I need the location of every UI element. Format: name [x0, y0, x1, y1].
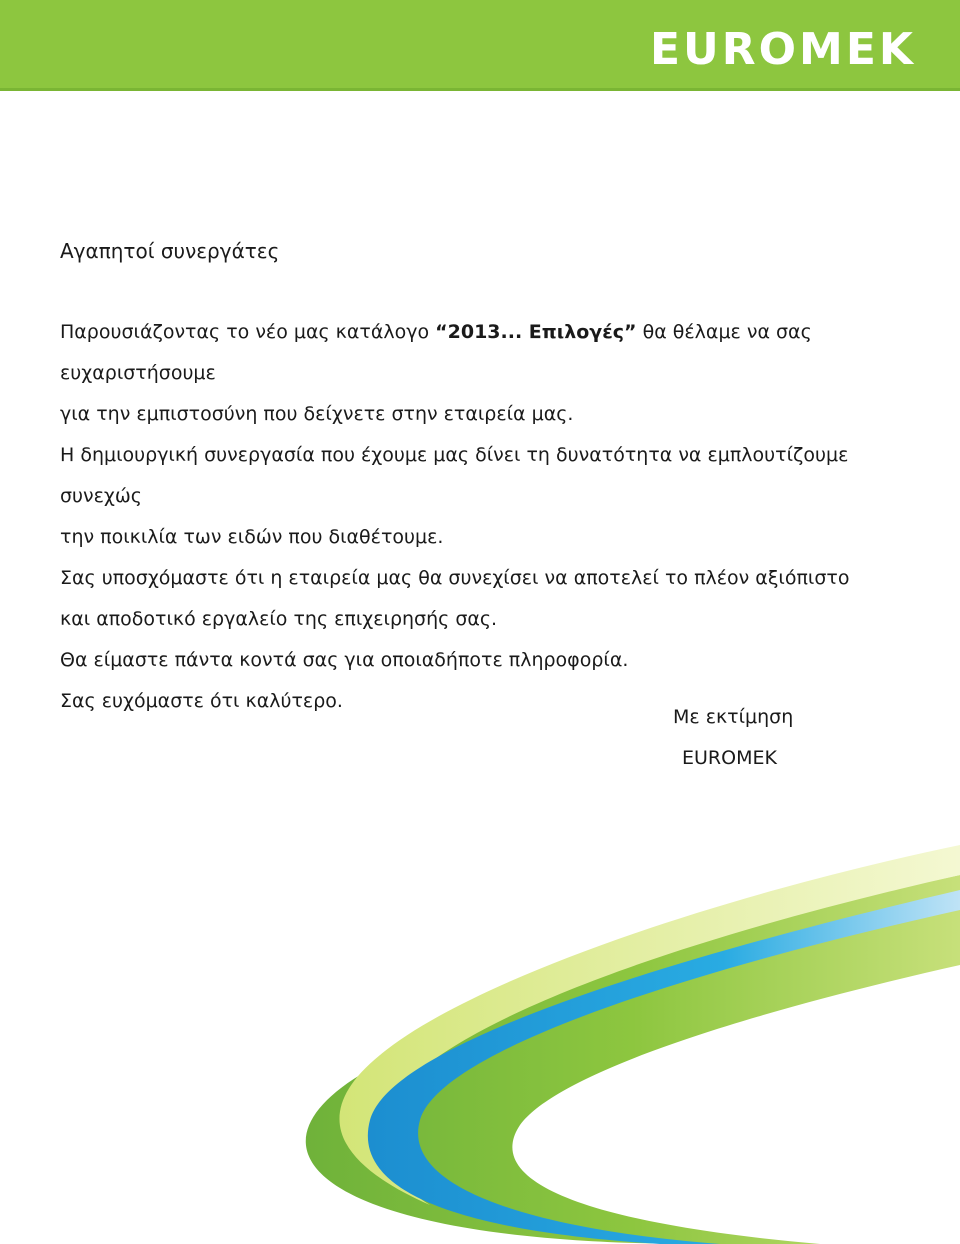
catalog-name: “2013... Επιλογές”: [435, 321, 637, 343]
letter-line-3: Η δημιουργική συνεργασία που έχουμε μας δίνει τη δυνατότητα να εμπλουτίζουμε συνεχώς: [60, 444, 849, 507]
brand-logo: EUROMEK: [649, 24, 916, 75]
letter-line-4: την ποικιλία των ειδών που διαθέτουμε.: [60, 526, 444, 548]
letter-body: [60, 236, 920, 722]
closing: Με εκτίμηση: [673, 706, 794, 728]
intro-line: [60, 312, 920, 394]
signature: EUROMEK: [682, 747, 777, 769]
intro-after: θα θέλαμε να σας ευχαριστήσουμε: [60, 321, 812, 384]
letter-line-7: Θα είμαστε πάντα κοντά σας για οποιαδήποτε πληροφορία.: [60, 649, 629, 671]
letter-line-6: και αποδοτικό εργαλείο της επιχειρησής σας.: [60, 608, 498, 630]
letter-line-5: Σας υποσχόμαστε ότι η εταιρεία μας θα συνεχίσει να αποτελεί το πλέον αξιόπιστο: [60, 567, 850, 589]
decorative-swoosh: [0, 820, 960, 1244]
letter-line-8: Σας ευχόμαστε ότι καλύτερο.: [60, 690, 343, 712]
signoff: [673, 697, 793, 779]
intro-before: Παρουσιάζοντας το νέο μας κατάλογο: [60, 321, 436, 343]
letter-line-2: για την εμπιστοσύνη που δείχνετε στην εταιρεία μας.: [60, 403, 574, 425]
header-bar: [0, 0, 960, 91]
greeting: Αγαπητοί συνεργάτες: [60, 239, 280, 263]
